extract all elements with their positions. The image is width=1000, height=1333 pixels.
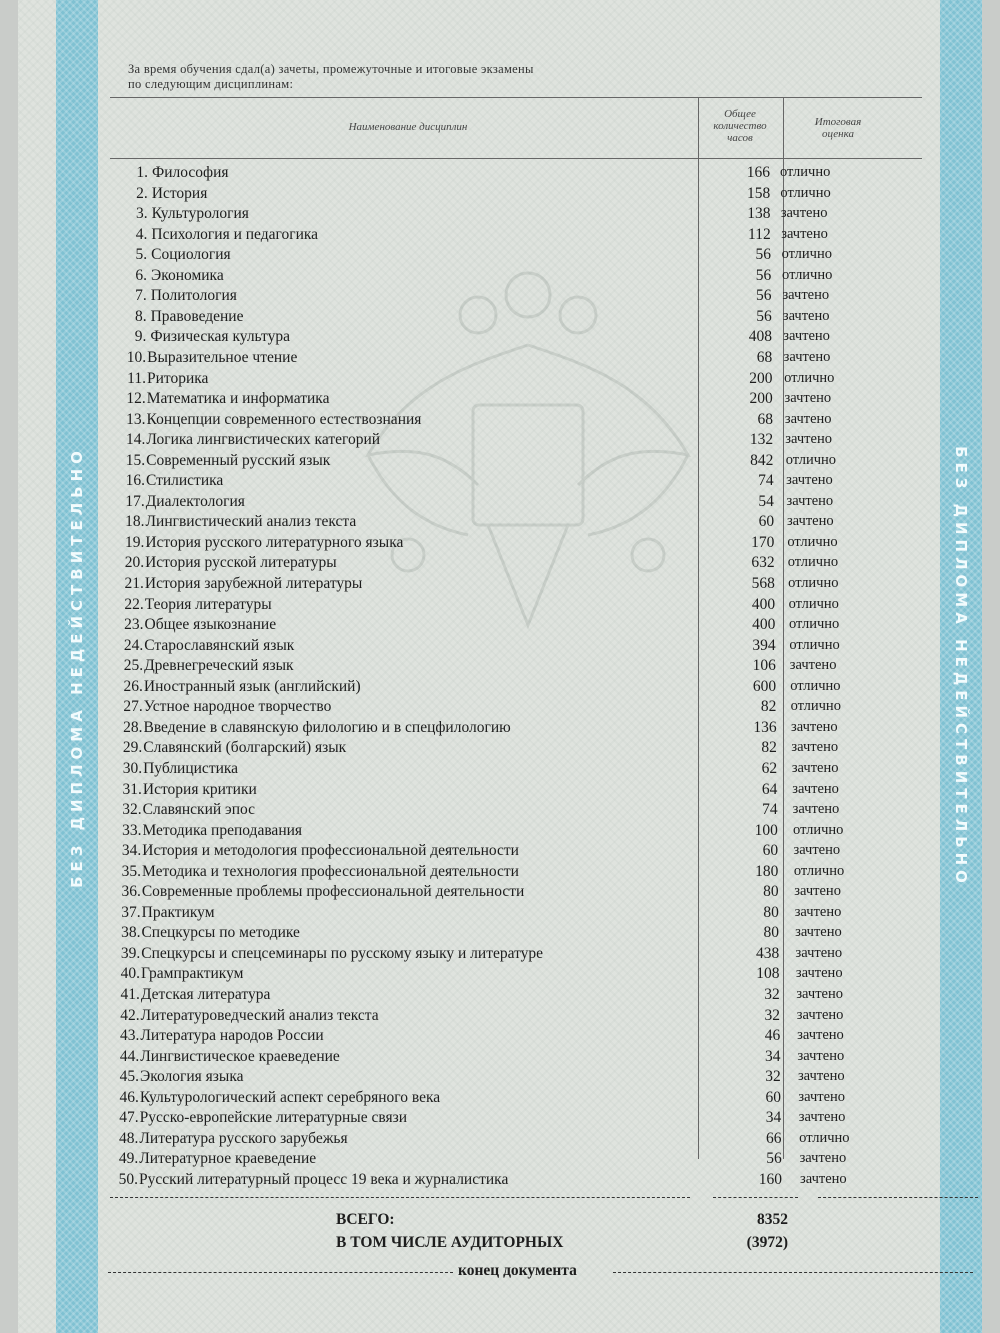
discipline-hours: 568 [751, 575, 775, 592]
discipline-hours: 632 [751, 554, 775, 572]
discipline-grade: отлично [782, 266, 833, 283]
discipline-name: Русский литературный процесс 19 века и журналистика [139, 1170, 509, 1188]
table-row [18, 781, 982, 800]
totals-separator-2 [713, 1197, 798, 1198]
table-row [18, 513, 982, 532]
totals-separator-1 [110, 1197, 690, 1198]
discipline-name: Спецкурсы по методике [141, 924, 300, 942]
discipline-grade: отлично [780, 164, 831, 180]
discipline-hours: 56 [756, 307, 772, 325]
discipline-name: Спецкурсы и спецсеминары по русскому языку и литературе [141, 944, 544, 962]
discipline-name: Грампрактикум [141, 965, 244, 983]
row-number: 14. [125, 431, 146, 449]
discipline-name: Древнегреческий язык [144, 657, 294, 675]
discipline-name: Физическая культура [150, 328, 290, 346]
discipline-grade: зачтено [798, 1109, 846, 1126]
discipline-name: Практикум [141, 903, 215, 921]
discipline-grade: зачтено [795, 924, 842, 941]
table-row [18, 1150, 982, 1169]
discipline-grade: отлично [785, 451, 837, 468]
discipline-name: Стилистика [145, 472, 224, 490]
row-number: 18. [125, 513, 145, 531]
total-hours: 8352 [757, 1211, 788, 1228]
table-row [18, 616, 982, 635]
discipline-hours: 74 [762, 801, 778, 819]
discipline-hours: 80 [763, 903, 779, 921]
discipline-grade: отлично [790, 698, 841, 715]
table-row [18, 657, 982, 676]
discipline-hours: 100 [754, 821, 778, 839]
row-number: 22. [124, 595, 144, 613]
discipline-grade: отлично [787, 554, 839, 571]
header-grade: Итоговая оценка [814, 116, 862, 140]
table-row [18, 698, 982, 717]
totals-separator-3 [818, 1197, 978, 1198]
discipline-name: Логика лингвистических категорий [146, 431, 381, 449]
row-number: 24. [123, 636, 144, 654]
row-number: 38. [121, 924, 141, 942]
discipline-hours: 34 [765, 1047, 781, 1065]
left-watermark-text: БЕЗ ДИПЛОМА НЕДЕЙСТВИТЕЛЬНО [68, 445, 86, 888]
discipline-grade: отлично [781, 246, 832, 263]
discipline-name: Диалектология [145, 492, 245, 510]
row-number: 17. [125, 492, 145, 510]
discipline-grade: отлично [784, 369, 835, 386]
row-number: 1. [136, 164, 148, 181]
discipline-name: Литературоведческий анализ текста [140, 1006, 379, 1024]
table-row [18, 1048, 982, 1067]
table-top-line [110, 97, 922, 98]
discipline-name: Общее языкознание [144, 616, 277, 634]
table-row [18, 328, 982, 347]
discipline-grade: зачтено [781, 225, 828, 242]
discipline-name: История русского литературного языка [145, 533, 404, 551]
table-row [18, 246, 982, 265]
table-row [18, 411, 982, 430]
row-number: 48. [119, 1129, 139, 1147]
table-row [18, 678, 982, 697]
discipline-hours: 180 [755, 862, 779, 880]
row-number: 6. [135, 266, 147, 284]
discipline-name: Старославянский язык [144, 636, 295, 654]
table-row [18, 1109, 982, 1128]
discipline-grade: отлично [787, 533, 838, 550]
row-number: 29. [122, 739, 143, 757]
discipline-name: Литература русского зарубежья [139, 1129, 348, 1147]
discipline-grade: зачтено [796, 986, 843, 1002]
discipline-grade: зачтено [786, 513, 834, 530]
discipline-hours: 46 [764, 1027, 781, 1045]
row-number: 32. [122, 801, 142, 819]
row-number: 49. [118, 1150, 139, 1168]
discipline-grade: отлично [789, 636, 840, 653]
discipline-hours: 438 [756, 944, 780, 962]
discipline-name: Теория литературы [144, 595, 272, 613]
discipline-grade: зачтено [800, 1170, 847, 1187]
header-name: Наименование дисциплин [348, 121, 468, 133]
row-number: 42. [120, 1006, 140, 1024]
discipline-hours: 400 [751, 595, 776, 613]
table-row [18, 554, 982, 573]
discipline-hours: 108 [756, 965, 780, 983]
row-number: 26. [123, 677, 143, 695]
row-number: 15. [125, 451, 146, 469]
discipline-hours: 82 [761, 739, 777, 757]
discipline-hours: 64 [761, 780, 778, 798]
table-row [18, 493, 982, 512]
row-number: 23. [124, 616, 144, 634]
discipline-name: Литературное краеведение [139, 1150, 317, 1168]
table-row [18, 267, 982, 286]
discipline-name: Иностранный язык (английский) [143, 677, 361, 695]
row-number: 21. [124, 575, 144, 592]
discipline-grade: отлично [793, 862, 845, 879]
discipline-hours: 394 [752, 636, 776, 654]
table-row [18, 205, 982, 224]
discipline-grade: отлично [788, 595, 839, 612]
discipline-hours: 200 [749, 369, 773, 387]
discipline-name: Культурологический аспект серебряного века [139, 1088, 441, 1106]
row-number: 40. [120, 965, 141, 983]
discipline-name: История критики [142, 780, 257, 798]
row-number: 12. [126, 390, 146, 408]
table-row [18, 1027, 982, 1046]
row-number: 16. [125, 472, 145, 490]
discipline-hours: 408 [748, 328, 772, 346]
row-number: 11. [127, 369, 146, 387]
table-row [18, 349, 982, 368]
discipline-grade: зачтено [782, 287, 830, 304]
discipline-hours: 68 [757, 410, 773, 428]
discipline-name: Концепции современного естествознания [146, 410, 422, 428]
discipline-grade: зачтено [797, 1027, 844, 1044]
discipline-hours: 32 [765, 1068, 781, 1086]
table-row [18, 472, 982, 491]
table-row [18, 370, 982, 389]
discipline-name: Устное народное творчество [143, 698, 332, 716]
discipline-hours: 170 [751, 533, 775, 551]
discipline-hours: 56 [755, 266, 772, 284]
discipline-grade: зачтено [797, 1047, 845, 1064]
discipline-grade: отлично [788, 616, 840, 633]
row-number: 8. [134, 307, 147, 325]
table-row [18, 164, 982, 183]
discipline-grade: зачтено [796, 1006, 844, 1023]
end-of-document-text: конец документа [458, 1262, 577, 1279]
table-row [18, 637, 982, 656]
discipline-hours: 54 [758, 492, 774, 510]
discipline-name: Славянский (болгарский) язык [143, 739, 347, 757]
discipline-grade: зачтено [791, 759, 839, 776]
discipline-name: Введение в славянскую филологию и в спецфилологию [143, 718, 511, 736]
discipline-hours: 600 [752, 677, 777, 695]
row-number: 30. [122, 759, 143, 777]
discipline-hours: 56 [755, 287, 772, 305]
table-row [18, 965, 982, 984]
discipline-name: Политология [150, 287, 237, 305]
table-row [18, 1007, 982, 1026]
discipline-name: Культурология [151, 205, 249, 223]
table-row [18, 1130, 982, 1149]
discipline-grade: зачтено [795, 944, 843, 961]
table-row [18, 287, 982, 306]
discipline-name: Экология языка [140, 1068, 244, 1086]
discipline-grade: отлично [788, 575, 839, 591]
row-number: 10. [126, 348, 147, 366]
row-number: 4. [135, 225, 148, 243]
discipline-hours: 74 [758, 472, 774, 490]
intro-text [128, 62, 534, 92]
discipline-name: Лингвистический анализ текста [145, 513, 357, 531]
discipline-name: Философия [152, 164, 229, 181]
discipline-grade: зачтено [783, 348, 831, 365]
table-row [18, 596, 982, 615]
table-row [18, 1171, 982, 1190]
discipline-grade: зачтено [785, 431, 832, 448]
table-row [18, 739, 982, 758]
discipline-hours: 82 [760, 698, 777, 716]
table-row [18, 822, 982, 841]
discipline-grade: зачтено [791, 739, 839, 756]
discipline-grade: зачтено [780, 205, 828, 222]
row-number: 31. [122, 780, 142, 798]
discipline-hours: 60 [758, 513, 775, 531]
row-number: 27. [123, 698, 143, 716]
discipline-name: История русской литературы [145, 554, 337, 572]
discipline-hours: 56 [766, 1150, 782, 1168]
discipline-name: Лингвистическое краеведение [140, 1047, 340, 1065]
row-number: 41. [120, 986, 140, 1003]
discipline-hours: 138 [747, 205, 771, 223]
discipline-name: Современный русский язык [146, 451, 331, 469]
discipline-grade: отлично [780, 184, 831, 201]
discipline-grade: зачтено [786, 472, 833, 489]
discipline-name: Выразительное чтение [147, 348, 298, 366]
discipline-name: Психология и педагогика [151, 225, 319, 243]
discipline-name: Детская литература [140, 986, 271, 1003]
row-number: 25. [123, 657, 144, 675]
discipline-name: Риторика [146, 369, 209, 387]
discipline-grade: зачтено [782, 307, 830, 324]
discipline-hours: 60 [762, 842, 779, 860]
table-row [18, 1089, 982, 1108]
diploma-supplement-sheet [18, 0, 982, 1333]
discipline-grade: отлично [793, 821, 844, 838]
row-number: 20. [124, 554, 145, 572]
table-row [18, 801, 982, 820]
discipline-hours: 80 [763, 883, 779, 901]
row-number: 47. [119, 1109, 139, 1127]
discipline-grade: зачтено [794, 883, 841, 900]
table-row [18, 863, 982, 882]
row-number: 45. [119, 1068, 140, 1086]
discipline-grade: зачтено [793, 842, 841, 859]
table-row [18, 431, 982, 450]
discipline-name: Славянский эпос [142, 801, 256, 819]
row-number: 50. [118, 1170, 138, 1188]
discipline-grade: зачтено [784, 410, 832, 427]
discipline-grade: зачтено [792, 801, 840, 818]
discipline-name: Экономика [150, 266, 224, 284]
row-number: 3. [135, 205, 148, 223]
discipline-name: Литература народов России [140, 1027, 324, 1045]
table-row [18, 185, 982, 204]
table-row [18, 945, 982, 964]
discipline-hours: 34 [765, 1109, 782, 1127]
discipline-hours: 62 [761, 759, 778, 777]
row-number: 9. [134, 328, 147, 346]
end-of-document-line [108, 1262, 982, 1282]
row-number: 28. [123, 718, 143, 736]
discipline-hours: 400 [752, 616, 776, 634]
row-number: 43. [120, 1027, 140, 1045]
table-header-bottom-line [110, 158, 922, 159]
row-number: 36. [121, 883, 141, 901]
discipline-name: Правоведение [150, 307, 244, 325]
discipline-name: Русско-европейские литературные связи [139, 1109, 408, 1127]
discipline-hours: 158 [746, 184, 771, 202]
discipline-name: История зарубежной литературы [144, 575, 363, 592]
discipline-grade: зачтено [791, 718, 838, 735]
row-number: 34. [121, 842, 142, 860]
discipline-grade: зачтено [784, 390, 832, 407]
discipline-grade: зачтено [792, 780, 839, 797]
discipline-grade: зачтено [794, 903, 842, 920]
discipline-name: Математика и информатика [146, 390, 330, 408]
row-number: 33. [122, 821, 142, 839]
right-watermark-text: БЕЗ ДИПЛОМА НЕДЕЙСТВИТЕЛЬНО [952, 445, 970, 888]
auditory-hours: (3972) [746, 1234, 788, 1251]
discipline-hours: 32 [764, 1006, 781, 1024]
table-row [18, 308, 982, 327]
row-number: 35. [121, 862, 142, 880]
table-row [18, 534, 982, 553]
table-row [18, 904, 982, 923]
row-number: 2. [136, 184, 148, 202]
discipline-hours: 60 [765, 1088, 782, 1106]
intro-line-1: За время обучения сдал(а) зачеты, промежуточные и итоговые экзамены [128, 62, 534, 76]
discipline-grade: зачтено [795, 965, 843, 982]
discipline-hours: 80 [763, 924, 780, 942]
table-row [18, 842, 982, 861]
discipline-grade: зачтено [797, 1068, 845, 1085]
discipline-name: История и методология профессиональной деятельности [142, 842, 519, 860]
discipline-name: Современные проблемы профессиональной деятельности [141, 883, 525, 901]
table-row [18, 986, 982, 1005]
table-row [18, 760, 982, 779]
discipline-hours: 842 [750, 451, 774, 469]
total-label: ВСЕГО: [336, 1211, 395, 1228]
table-row [18, 226, 982, 245]
table-row [18, 719, 982, 738]
discipline-name: История [151, 184, 208, 202]
discipline-hours: 200 [749, 390, 773, 408]
row-number: 44. [119, 1047, 140, 1065]
discipline-hours: 68 [756, 348, 773, 366]
discipline-hours: 66 [766, 1129, 782, 1147]
discipline-hours: 166 [746, 164, 770, 181]
discipline-grade: зачтено [786, 492, 834, 509]
discipline-hours: 132 [749, 431, 774, 449]
header-hours: Общее количество часов [713, 108, 767, 144]
discipline-hours: 136 [753, 718, 777, 736]
discipline-grade: отлично [790, 677, 841, 694]
discipline-hours: 112 [748, 225, 771, 243]
table-row [18, 452, 982, 471]
discipline-grade: отлично [799, 1129, 850, 1146]
discipline-grade: зачтено [789, 657, 837, 674]
discipline-name: Методика преподавания [142, 821, 303, 839]
table-row [18, 924, 982, 943]
row-number: 19. [124, 533, 145, 551]
auditory-label: В ТОМ ЧИСЛЕ АУДИТОРНЫХ [336, 1234, 564, 1251]
discipline-hours: 106 [752, 657, 776, 675]
discipline-grade: зачтено [783, 328, 830, 345]
discipline-name: Социология [151, 246, 231, 264]
discipline-grade: зачтено [798, 1088, 846, 1105]
row-number: 13. [126, 410, 146, 428]
intro-line-2: по следующим дисциплинам: [128, 77, 294, 91]
discipline-hours: 160 [758, 1170, 782, 1188]
discipline-hours: 32 [764, 986, 780, 1003]
row-number: 5. [135, 246, 148, 264]
row-number: 37. [121, 903, 141, 921]
row-number: 39. [120, 944, 141, 962]
row-number: 46. [119, 1088, 139, 1106]
table-row [18, 883, 982, 902]
row-number: 7. [135, 287, 147, 305]
table-row [18, 390, 982, 409]
table-row [18, 575, 982, 594]
discipline-name: Публицистика [143, 759, 239, 777]
table-row [18, 1068, 982, 1087]
discipline-grade: зачтено [799, 1150, 847, 1167]
discipline-name: Методика и технология профессиональной деятельности [142, 862, 519, 880]
discipline-hours: 56 [755, 246, 771, 264]
